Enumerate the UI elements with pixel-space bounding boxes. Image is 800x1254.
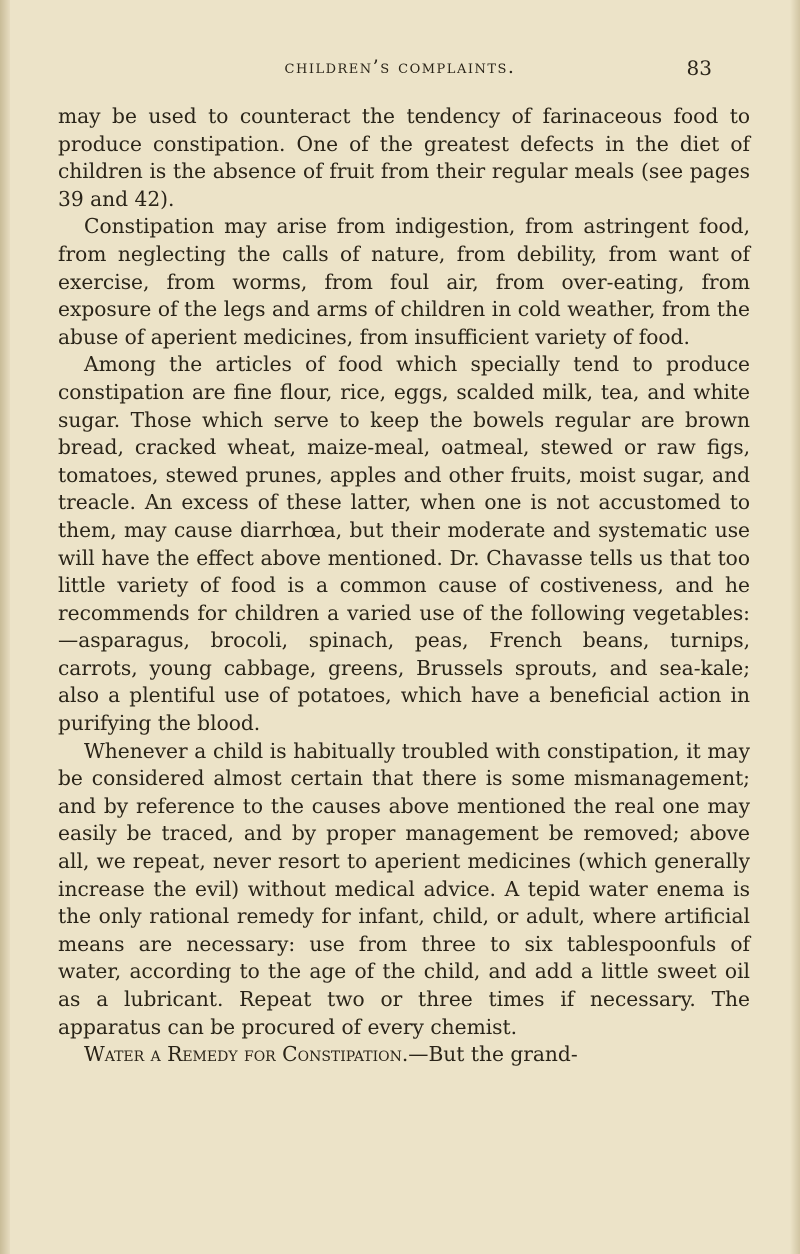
running-head: children’s complaints. — [284, 56, 516, 78]
body-text — [58, 103, 750, 1069]
page-gutter-left — [0, 0, 10, 1254]
paragraph-4: Whenever a child is habitually troubled with constipation, it may be considered almost certain that there is some mismanagement; and by reference to the causes above mentioned the real one may easily be traced, and by proper management be removed; above all, we repeat, never resort to aperient medicines (which generally increase the evil) without medical advice. A tepid water enema is the only rational remedy for infant, child, or adult, where artificial means are necessary: use from three to six tablespoonfuls of water, according to the age of the child, and add a little sweet oil as a lubricant. Repeat two or three times if necessary. The apparatus can be procured of every chemist. — [58, 738, 750, 1039]
page-header — [0, 56, 800, 86]
paragraph-3: Among the articles of food which specially tend to produce constipation are fine flour, rice, eggs, scalded milk, tea, and white sugar. Those which serve to keep the bowels regular are brown bread, cracked wheat, maize-meal, oatmeal, stewed or raw figs, tomatoes, stewed prunes, apples and other fruits, moist sugar, and treacle. An excess of these latter, when one is not accustomed to them, may cause diarrhœa, but their moderate and systematic use will have the effect above mentioned. Dr. Chavasse tells us that too little variety of food is a common cause of costiveness, and he recommends for children a varied use of the following vegetables:—asparagus, brocoli, spinach, peas, French beans, turnips, carrots, young cabbage, greens, Brussels sprouts, and sea-kale; also a plentiful use of potatoes, which have a beneficial action in purifying the blood. — [58, 352, 750, 736]
page-gutter-right — [790, 0, 800, 1254]
paragraph-1: may be used to counteract the tendency of farinaceous food to produce constipation. One of the greatest defects in the diet of children is the absence of fruit from their regular meals (see pages 39 and 42). — [58, 104, 750, 211]
section-text: —But the grand- — [408, 1042, 578, 1067]
paragraph-5 — [58, 1041, 750, 1069]
page-number: 83 — [686, 56, 712, 80]
section-heading: Water a Remedy for Constipation. — [84, 1042, 409, 1067]
paragraph-2: Constipation may arise from indigestion, from astringent food, from neglecting the calls of nature, from debility, from want of exercise, from worms, from foul air, from over-eating, from exposure of the legs and arms of children in cold weather, from the abuse of aperient medicines, from insufficient variety of food. — [58, 214, 750, 349]
